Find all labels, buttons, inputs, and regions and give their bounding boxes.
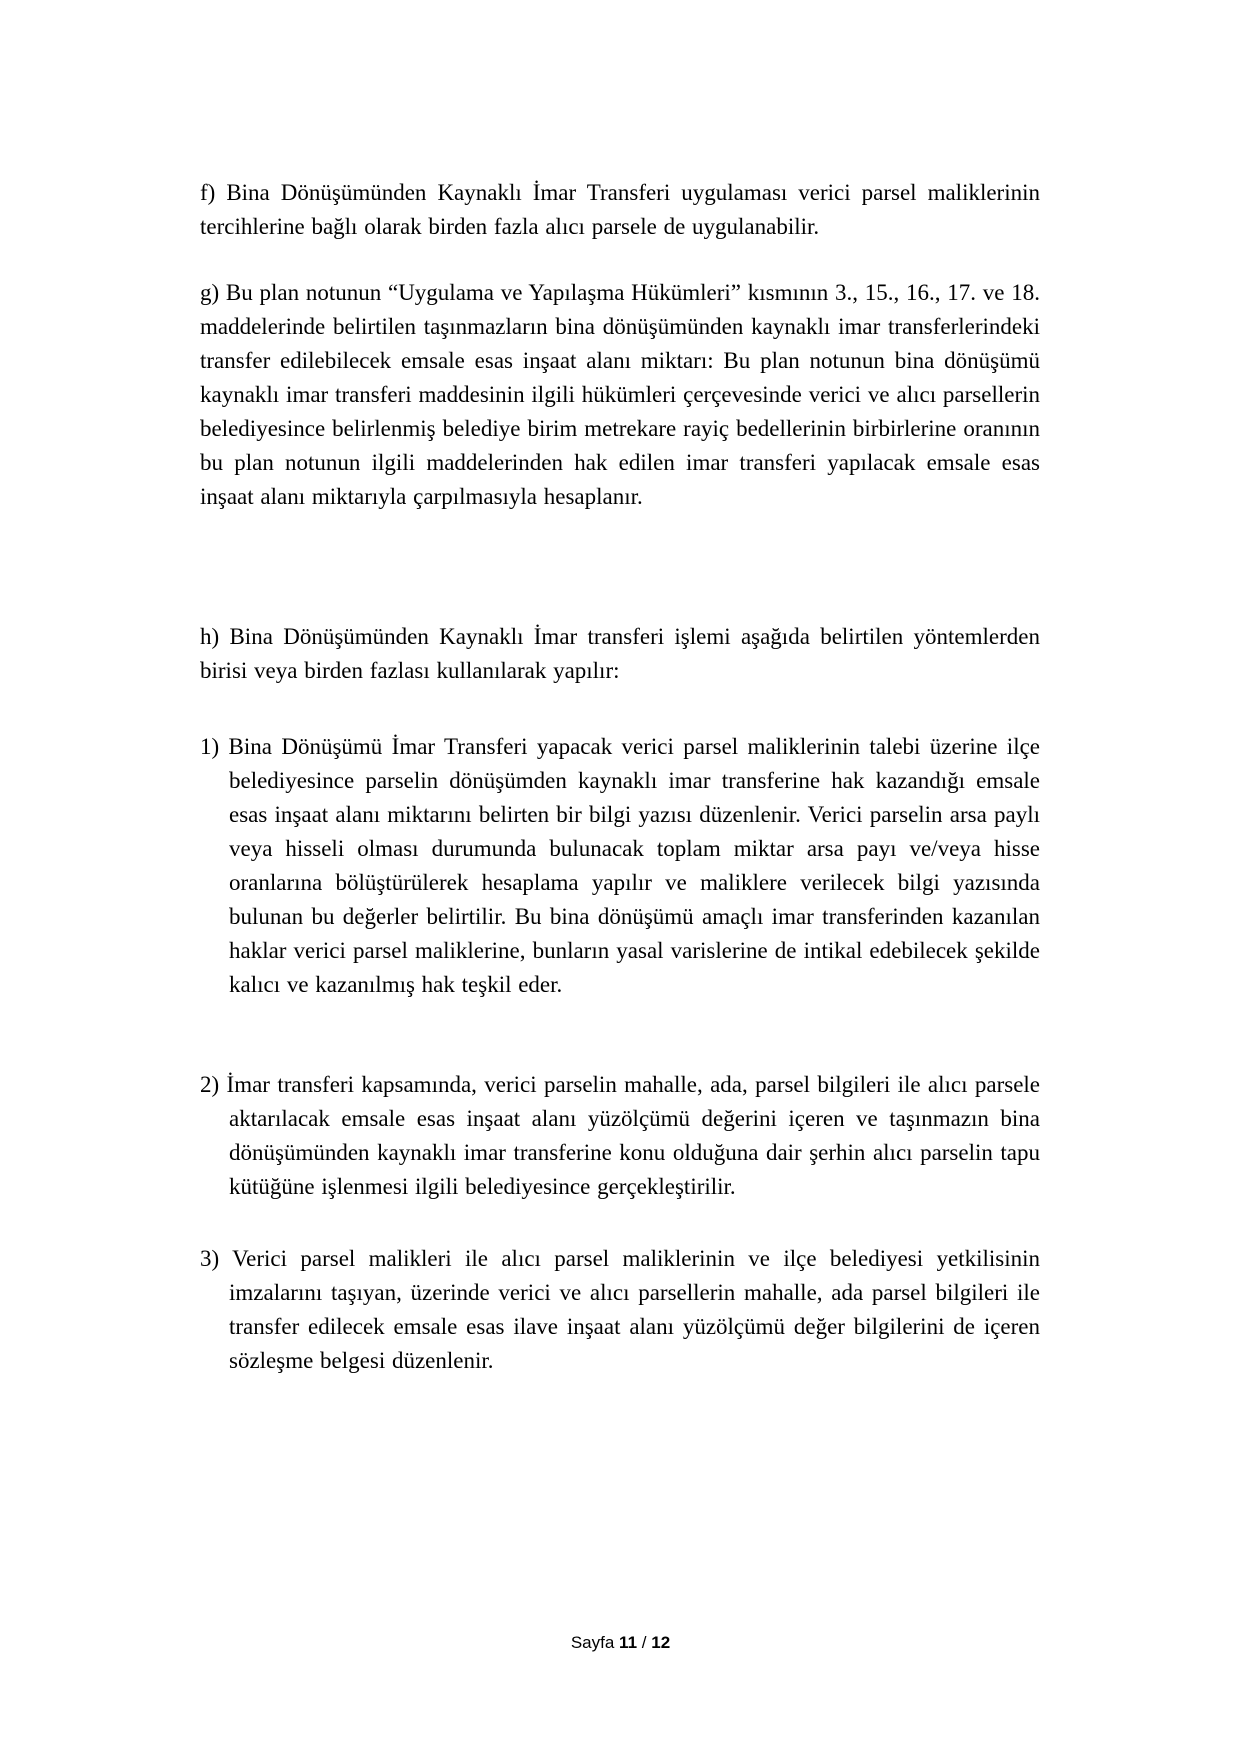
paragraph-f: f) Bina Dönüşümünden Kaynaklı İmar Transferi uygulaması verici parsel maliklerinin tercihlerine bağlı olarak birden fazla alıcı parsele de uygulanabilir.	[200, 180, 1040, 239]
list-item-number: 1)	[200, 734, 220, 759]
list-item-3	[200, 1242, 1040, 1378]
paragraph-h: h) Bina Dönüşümünden Kaynaklı İmar transferi işlemi aşağıda belirtilen yöntemlerden birisi veya birden fazlası kullanılarak yapılır:	[200, 624, 1040, 683]
list-item-text: Bina Dönüşümü İmar Transferi yapacak verici parsel maliklerinin talebi üzerine ilçe belediyesince parselin dönüşümden kaynaklı imar transferine hak kazandığı emsale esas inşaat alanı miktarını belirten bir bilgi yazısı düzenlenir. Verici parselin arsa paylı veya hisseli olması durumunda bulunacak toplam miktar arsa payı ve/veya hisse oranlarına bölüştürülerek hesaplama yapılır ve maliklere verilecek bilgi yazısında bulunan bu değerler belirtilir. Bu bina dönüşümü amaçlı imar transferinden kazanılan haklar verici parsel maliklerine, bunların yasal varislerine de intikal edebilecek şekilde kalıcı ve kazanılmış hak teşkil eder.	[228, 734, 1041, 997]
list-item-1	[200, 730, 1040, 1002]
list-item-number: 3)	[200, 1246, 220, 1271]
list-item-text: İmar transferi kapsamında, verici parselin mahalle, ada, parsel bilgileri ile alıcı parsele aktarılacak emsale esas inşaat alanı yüzölçümü değerini içeren ve taşınmazın bina dönüşümünden kaynaklı imar transferine konu olduğuna dair şerhin alıcı parselin tapu kütüğüne işlenmesi ilgili belediyesince gerçekleştirilir.	[226, 1072, 1041, 1199]
list-item-2	[200, 1068, 1040, 1204]
list-item-text: Verici parsel malikleri ile alıcı parsel maliklerinin ve ilçe belediyesi yetkilisinin imzalarını taşıyan, üzerinde verici ve alıcı parsellerin mahalle, ada parsel bilgileri ile transfer edilecek emsale esas ilave inşaat alanı yüzölçümü değer bilgilerini de içeren sözleşme belgesi düzenlenir.	[229, 1246, 1040, 1373]
footer-current-page: 11	[619, 1633, 638, 1652]
footer-total-pages: 12	[651, 1633, 671, 1652]
footer-separator: /	[641, 1633, 647, 1652]
paragraph-g: g) Bu plan notunun “Uygulama ve Yapılaşma Hükümleri” kısmının 3., 15., 16., 17. ve 18. maddelerinde belirtilen taşınmazların bina dönüşümünden kaynaklı imar transferlerindeki transfer edilebilecek emsale esas inşaat alanı miktarı: Bu plan notunun bina dönüşümü kaynaklı imar transferi maddesinin ilgili hükümleri çerçevesinde verici ve alıcı parsellerin belediyesince belirlenmiş belediye birim metrekare rayiç bedellerinin birbirlerine oranının bu plan notunun ilgili maddelerinden hak edilen imar transferi yapılacak emsale esas inşaat alanı miktarıyla çarpılmasıyla hesaplanır.	[200, 280, 1040, 509]
page-footer	[0, 1632, 1241, 1654]
footer-label: Sayfa	[570, 1633, 615, 1652]
list-item-number: 2)	[200, 1072, 220, 1097]
